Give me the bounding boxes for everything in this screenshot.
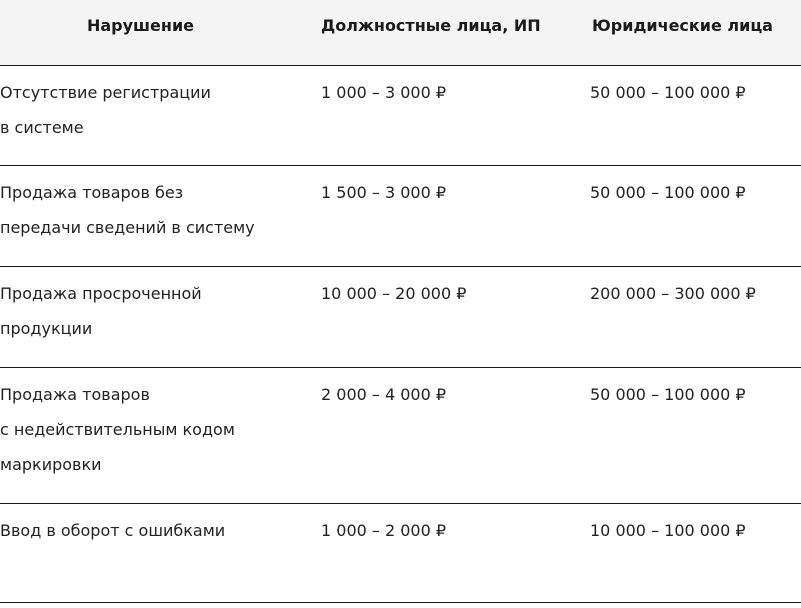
header-legal-entities: Юридические лица <box>592 16 773 35</box>
table-row <box>0 267 801 368</box>
legal-entities-fine: 50 000 – 100 000 ₽ <box>590 183 746 202</box>
legal-entities-fine: 10 000 – 100 000 ₽ <box>590 521 746 540</box>
violation-cell <box>0 368 321 503</box>
violation-cell <box>0 267 321 367</box>
officials-fine: 1 000 – 2 000 ₽ <box>321 521 447 540</box>
violation-text: с недействительным кодом <box>0 420 235 439</box>
header-violation: Нарушение <box>86 16 195 35</box>
table-row <box>0 368 801 504</box>
violation-text: Отсутствие регистрации <box>0 83 211 102</box>
table-header <box>0 0 801 66</box>
table-row <box>0 66 801 166</box>
table-row <box>0 504 801 603</box>
officials-fine: 1 000 – 3 000 ₽ <box>321 83 447 102</box>
violation-text: Продажа товаров без <box>0 183 184 202</box>
violation-text: Продажа товаров <box>0 385 150 404</box>
violation-cell <box>0 66 321 165</box>
violation-text: в системе <box>0 118 84 137</box>
officials-fine: 2 000 – 4 000 ₽ <box>321 385 447 404</box>
violation-text: маркировки <box>0 455 102 474</box>
violation-cell <box>0 504 321 602</box>
legal-entities-fine: 50 000 – 100 000 ₽ <box>590 385 746 404</box>
legal-entities-fine: 200 000 – 300 000 ₽ <box>590 284 756 303</box>
table-row <box>0 166 801 267</box>
violation-text: Продажа просроченной <box>0 284 202 303</box>
violation-text: Ввод в оборот с ошибками <box>0 521 226 540</box>
legal-entities-fine: 50 000 – 100 000 ₽ <box>590 83 746 102</box>
violation-text: передачи сведений в систему <box>0 218 255 237</box>
violation-cell <box>0 166 321 266</box>
officials-fine: 10 000 – 20 000 ₽ <box>321 284 467 303</box>
header-officials: Должностные лица, ИП <box>321 16 541 35</box>
officials-fine: 1 500 – 3 000 ₽ <box>321 183 447 202</box>
violation-text: продукции <box>0 319 93 338</box>
